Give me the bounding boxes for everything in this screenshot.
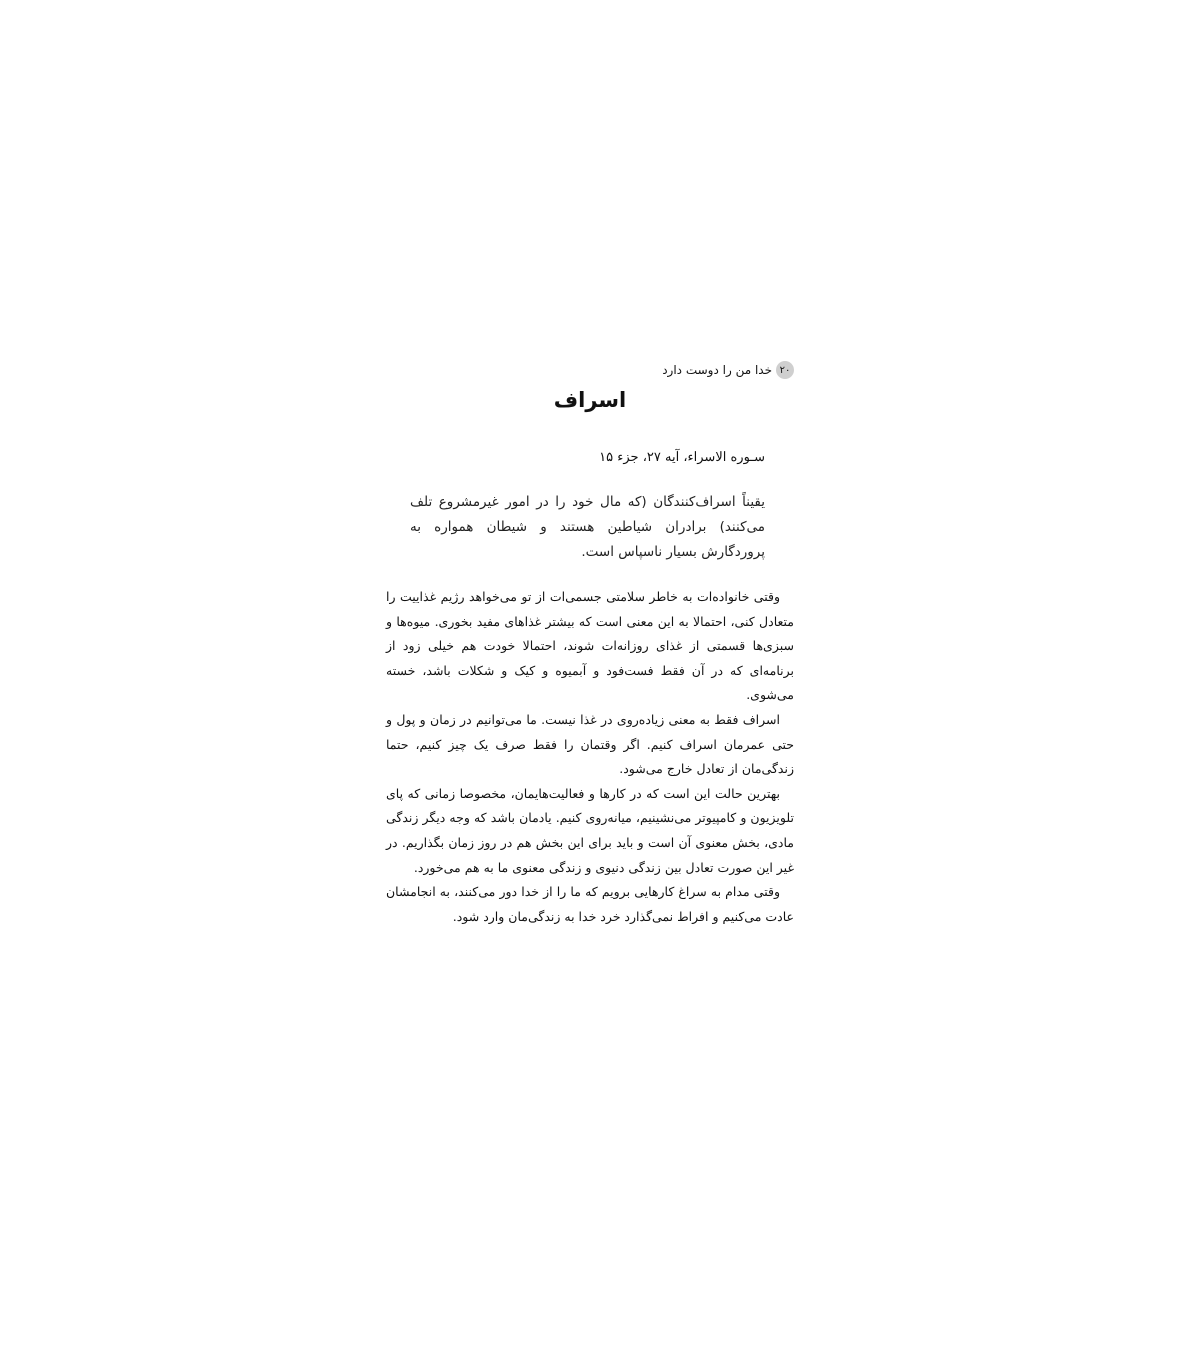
paragraph: بهترین حالت این است که در کارها و فعالیت‌هایمان، مخصوصا زمانی که پای تلویزیون و کامپیوتر می‌نشینیم، میانه‌روی کنیم. یادمان باشد که وجه دیگر زندگی مادی، بخش معنوی آن است و باید برای این بخش هم در روز زمان بگذاریم. در غیر این صورت تعادل بین زندگی دنیوی و زندگی معنوی ما به هم می‌خورد. — [386, 785, 794, 875]
paragraph: اسراف فقط به معنی زیاده‌روی در غذا نیست. ما می‌توانیم در زمان و پول و حتی عمرمان اسراف کنیم. اگر وقتمان را فقط صرف یک چیز کنیم، حتما زندگی‌مان از تعادل خارج می‌شود. — [386, 711, 794, 777]
running-title: خدا من را دوست دارد — [662, 363, 772, 377]
page-number: ۲۰ — [776, 361, 794, 379]
paragraph: وقتی خانواده‌ات به خاطر سلامتی جسمی‌ات از تو می‌خواهد رژیم غذاییت را متعادل کنی، احتمالا به این معنی است که بیشتر غذاهای مفید بخوری. میوه‌ها و سبزی‌ها قسمتی از غذای روزانه‌ات شوند، احتمالا خودت هم خیلی زود از برنامه‌ای که در آن فقط فست‌فود و آبمیوه و کیک و شکلات باشد، خسته می‌شوی. — [386, 589, 794, 703]
paragraph: وقتی مدام به سراغ کارهایی برویم که ما را از خدا دور می‌کنند، به انجامشان عادت می‌کنیم و افراط نمی‌گذارد خرد خدا به زندگی‌مان وارد شود. — [386, 884, 794, 924]
verse-quote: یقیناً اسراف‌کنندگان (که مال خود را در امور غیرمشروع تلف می‌کنند) برادران شیاطین هستند و شیطان همواره به پروردگارش بسیار ناسپاس است. — [410, 494, 765, 560]
verse-citation: سـوره الاسراء، آیه ۲۷، جزء ۱۵ — [599, 450, 765, 465]
page-header — [494, 360, 794, 380]
body-text — [386, 585, 794, 929]
chapter-title: اسراف — [553, 388, 627, 412]
